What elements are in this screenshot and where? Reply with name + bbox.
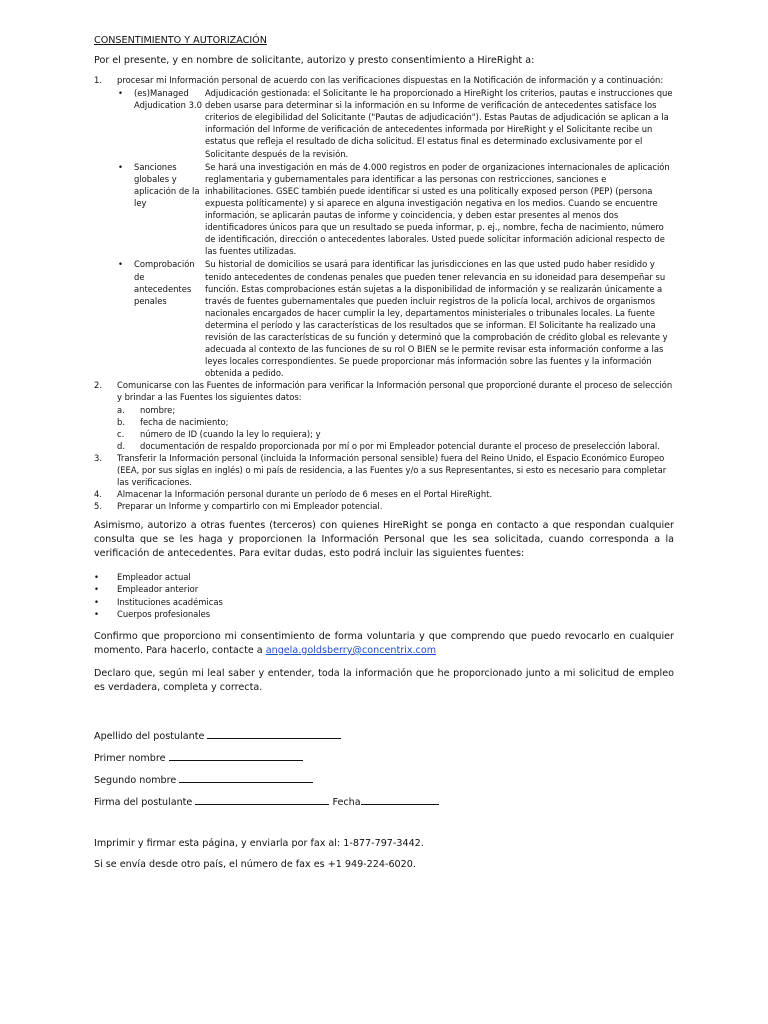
- middle-name-label: Segundo nombre: [94, 774, 177, 786]
- check-term: (es)Managed Adjudication 3.0: [134, 88, 202, 111]
- bullet: •: [118, 88, 123, 99]
- lettered-item: [117, 404, 674, 416]
- list-item: [94, 596, 674, 608]
- lettered-item: [117, 416, 674, 428]
- item-number: 2.: [94, 380, 102, 391]
- check-description: Adjudicación gestionada: el Solicitante le ha proporcionado a HireRight los criterios, pautas e instrucciones que deben usarse para determinar si la información en su Informe de verificación de antecedentes satisface los criterios de elegibilidad del Solicitante ("Pautas de adjudicación"). Estas Pautas de adjudicación se aplican a la información del Informe de verificación de antecedentes informada por HireRight y el Solicitante recibe un estatus que refleja el resultado de dicha solicitud. El estatus final es determinado exclusivamente por el Solicitante después de la revisión.: [205, 88, 673, 159]
- fax-instructions: Imprimir y firmar esta página, y enviarla por fax al: 1-877-797-3442.: [94, 837, 424, 849]
- check-description: Su historial de domicilios se usará para identificar las jurisdicciones en las que usted pudo haber residido y tenido antecedentes de condenas penales que pueden tener relevancia en su idoneidad para desempeñar su función. Estas comprobaciones están sujetas a la disponibilidad de información y se realizarán únicamente a través de fuentes gubernamentales que pueden incluir registros de la policía local, archivos de organismos nacionales encargados de hacer cumplir la ley, departamentos ministeriales o tribunales locales. La fuente determina el período y las características de los resultados que se informan. El Solicitante ha realizado una revisión de las características de su función y determinó que la comprobación de crédito global es relevante y adecuada al contexto de las funciones de su rol O BIEN se le permite revisar esta información conforme a las leyes locales correspondientes. Se puede proporcionar más información sobre las fuentes y la información obtenida a pedido.: [205, 259, 668, 379]
- consent-paragraph: [94, 630, 674, 658]
- middle-name-line[interactable]: [179, 773, 313, 783]
- bullet: •: [118, 161, 123, 172]
- date-label: Fecha: [332, 796, 361, 808]
- check-term: Comprobación de antecedentes penales: [134, 259, 195, 306]
- item-letter: d.: [117, 440, 125, 451]
- lettered-text: fecha de nacimiento;: [140, 416, 229, 427]
- document-title: CONSENTIMIENTO Y AUTORIZACIÓN: [94, 35, 267, 46]
- bullet: •: [94, 584, 99, 595]
- lettered-item: [117, 428, 674, 440]
- item-number: 1.: [94, 75, 102, 85]
- lettered-item: [117, 440, 674, 452]
- item-number: 3.: [94, 452, 102, 463]
- source-label: Empleador anterior: [117, 584, 199, 595]
- list-item: [94, 452, 674, 488]
- first-name-line[interactable]: [169, 751, 303, 761]
- document-page: [94, 34, 674, 871]
- list-item: [94, 74, 674, 379]
- date-line[interactable]: [361, 795, 439, 805]
- intro-text: Por el presente, y en nombre de solicitante, autorizo y presto consentimiento a HireRight a:: [94, 55, 535, 66]
- item-text: procesar mi Información personal de acuerdo con las verificaciones dispuestas en la Notificación de información y a continuación:: [117, 75, 664, 85]
- surname-label: Apellido del postulante: [94, 730, 205, 742]
- source-label: Instituciones académicas: [117, 596, 223, 607]
- bullet: •: [118, 259, 123, 270]
- lettered-text: número de ID (cuando la ley lo requiera); y: [140, 428, 321, 439]
- list-item: [94, 488, 674, 500]
- list-item: [94, 500, 674, 512]
- item-letter: a.: [117, 404, 125, 415]
- item-number: 4.: [94, 489, 102, 500]
- lettered-list: [117, 404, 674, 452]
- middle-name-field: [94, 773, 674, 787]
- bullet: •: [94, 572, 99, 583]
- fax-international: Si se envía desde otro país, el número de fax es +1 949-224-6020.: [94, 858, 416, 870]
- source-label: Cuerpos profesionales: [117, 608, 211, 619]
- signature-line[interactable]: [195, 795, 329, 805]
- check-item: [117, 161, 674, 258]
- item-text: Preparar un Informe y compartirlo con mi Empleador potencial.: [117, 501, 383, 512]
- lettered-text: nombre;: [140, 404, 176, 415]
- item-letter: b.: [117, 416, 125, 427]
- lettered-text: documentación de respaldo proporcionada por mí o por mi Empleador potencial durante el proceso de preselección laboral.: [140, 440, 660, 451]
- consent-text: Confirmo que proporciono mi consentimiento de forma voluntaria y que comprendo que puedo revocarlo en cualquier momento. Para hacerlo, contacte a: [94, 630, 674, 656]
- check-term: Sanciones globales y aplicación de la ley: [134, 161, 200, 208]
- signature-field: [94, 795, 674, 809]
- list-item: [94, 379, 674, 452]
- item-letter: c.: [117, 428, 125, 439]
- item-text: Almacenar la Información personal durante un período de 6 meses en el Portal HireRight.: [117, 489, 493, 500]
- item-text: Transferir la Información personal (incluida la Información personal sensible) fuera del Reino Unido, el Espacio Económico Europeo (EEA, por sus siglas en inglés) o mi país de residencia, a las Fuentes y/o a sus Representantes, si esto es necesario para completar las verificaciones.: [117, 452, 667, 488]
- source-label: Empleador actual: [117, 572, 191, 583]
- numbered-list: [94, 74, 674, 512]
- first-name-field: [94, 751, 674, 765]
- surname-field: [94, 729, 674, 743]
- check-description: Se hará una investigación en más de 4.000 registros en poder de organizaciones internacionales de aplicación reglamentaria y gubernamentales para identificar a las personas con restricciones, sanciones e inhabilitaciones. GSEC también puede identificar si usted es una politically exposed person (PEP) (persona expuesta políticamente) y si aparece en alguna investigación negativa en los medios. Cuando se encuentre información, se aplicarán pautas de informe y coincidencia, y deben estar presentes al menos dos identificadores únicos para que un resultado se pueda informar, p. ej., nombre, fecha de nacimiento, número de identificación, dirección o antecedentes laborales. Usted puede solicitar información adicional respecto de las fuentes utilizadas.: [205, 161, 670, 257]
- list-item: [94, 608, 674, 620]
- first-name-label: Primer nombre: [94, 752, 166, 764]
- contact-email-link[interactable]: angela.goldsberry@concentrix.com: [265, 644, 437, 656]
- bullet: •: [94, 608, 99, 619]
- item-number: 5.: [94, 501, 102, 512]
- surname-line[interactable]: [207, 729, 341, 739]
- item-text: Comunicarse con las Fuentes de información para verificar la Información personal que proporcioné durante el proceso de selección y brindar a las Fuentes los siguientes datos:: [117, 380, 673, 403]
- list-item: [94, 583, 674, 595]
- sources-list: [94, 571, 674, 619]
- bullet: •: [94, 596, 99, 607]
- list-item: [94, 571, 674, 583]
- signature-label: Firma del postulante: [94, 796, 193, 808]
- check-item: [117, 87, 674, 160]
- check-item: [117, 258, 674, 379]
- declaration-paragraph: Declaro que, según mi leal saber y entender, toda la información que he proporcionado junto a mi solicitud de empleo es verdadera, completa y correcta.: [94, 667, 674, 693]
- sources-paragraph: Asimismo, autorizo a otras fuentes (terceros) con quienes HireRight se ponga en contacto a que respondan cualquier consulta que se les haga y proporcionen la Información Personal que les sea solicitada, cuando corresponda a la verificación de antecedentes. Para evitar dudas, esto podrá incluir las siguientes fuentes:: [94, 520, 674, 560]
